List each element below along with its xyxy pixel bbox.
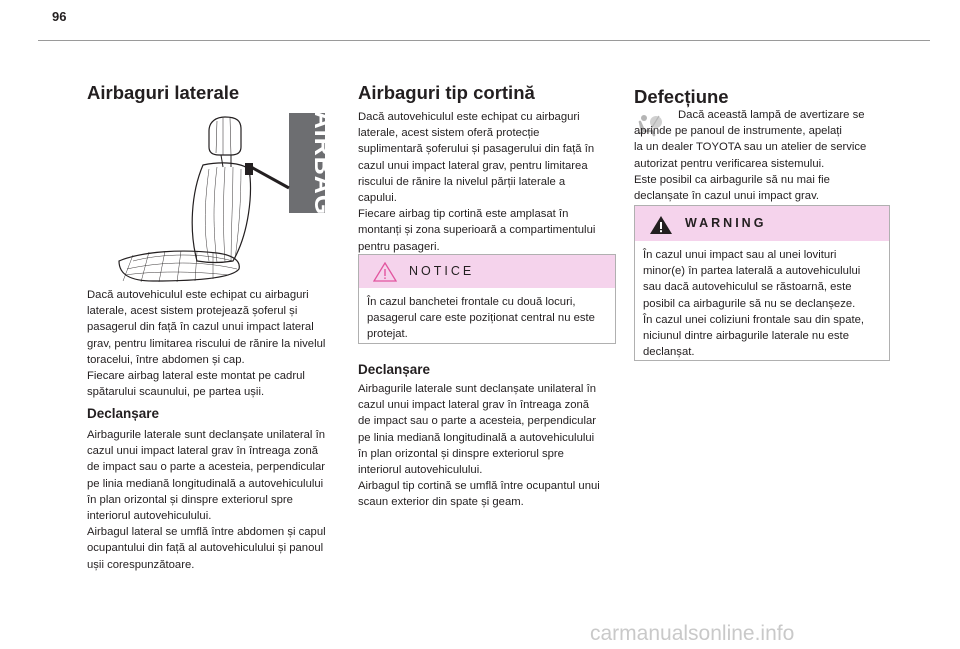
section-heading-curtain-airbags: Airbaguri tip cortină xyxy=(358,82,535,103)
warning-title: WARNING xyxy=(685,216,767,230)
notice-title: NOTICE xyxy=(409,264,475,278)
header-rule xyxy=(38,40,930,41)
seat-illustration-svg xyxy=(113,113,337,285)
page-number: 96 xyxy=(52,9,67,24)
notice-header xyxy=(359,255,615,288)
column-curtain-airbags xyxy=(358,80,616,509)
section-heading-malfunction: Defecțiune xyxy=(634,86,729,107)
subheading-deployment-curtain: Declanșare xyxy=(358,362,431,377)
notice-text: În cazul banchetei frontale cu două locuri, pasagerul care este poziționat central nu este protejat. xyxy=(367,296,595,341)
warning-box xyxy=(634,205,890,361)
column-malfunction xyxy=(634,80,892,359)
warning-triangle-icon xyxy=(649,215,673,240)
curtain-airbag-description: Dacă autovehiculul este echipat cu airbaguri laterale, acest sistem oferă protecție suplimentară șoferului și pasagerului din față în cazul unui impact lateral grav, pentru limitarea riscului de rănire la nivelul părții laterale a capului. Fiecare airbag tip cortină este amplasat în montanți și zona superioară a compartimentului pentru pasageri. xyxy=(358,111,596,253)
notice-triangle-icon xyxy=(373,262,397,287)
curtain-airbag-deployment-text: Airbagurile laterale sunt declanșate unilateral în cazul unui impact lateral grav în întreaga zonă de impact sau o parte a acesteia, perpendicular pe linia mediană longitudinală a autovehiculului în plan orizontal și dinspre exteriorul spre interiorul autovehiculului. Airbagul tip cortină se umflă între ocupantul unui scaun exterior din spate și geam. xyxy=(358,383,600,509)
watermark: carmanualsonline.info xyxy=(590,622,795,645)
side-airbag-description: Dacă autovehiculul este echipat cu airbaguri laterale, acest sistem protejează șoferul și pasagerul din față în cazul unui impact lateral grav, pentru limitarea riscului de rănire la nivelul toracelui, între abdomen și cap. Fiecare airbag lateral este montat pe cadrul spătarului scaunului, pe partea ușii. xyxy=(87,289,326,399)
malfunction-text: Dacă această lampă de avertizare se aprinde pe panoul de instrumente, apelați la un dealer TOYOTA sau un atelier de service autorizat pentru verificarea sistemului. Este posibil ca airbagurile să nu mai fie declanșate în cazul unui impact grav. xyxy=(634,109,867,203)
column-side-airbags xyxy=(87,80,345,571)
warning-text: În cazul unui impact sau al unei lovituri minor(e) în partea laterală a autovehiculului sau dacă autovehiculul se răstoarnă, este posibil ca airbagurile să nu se declanșeze. În cazul unei coliziuni frontale sau din spate, niciunul dintre airbagurile laterale nu este declanșat. xyxy=(643,249,865,359)
warning-header xyxy=(635,206,889,241)
seat-airbag-illustration xyxy=(113,113,337,285)
section-heading-side-airbags: Airbaguri laterale xyxy=(87,82,240,103)
side-airbag-deployment-text: Airbagurile laterale sunt declanșate unilateral în cazul unui impact lateral grav în întreaga zonă de impact sau o parte a acesteia, perpendicular pe linia mediană longitudinală a autovehiculului în plan orizontal și dinspre exteriorul spre interiorul autovehiculului. Airbagul lateral se umflă între abdomen și capul ocupantului din față al autovehiculului și panoul ușii corespunzătoare. xyxy=(87,429,326,571)
subheading-deployment-side: Declanșare xyxy=(87,406,160,421)
notice-box xyxy=(358,254,616,344)
airbag-label: AIRBAG xyxy=(309,113,337,216)
